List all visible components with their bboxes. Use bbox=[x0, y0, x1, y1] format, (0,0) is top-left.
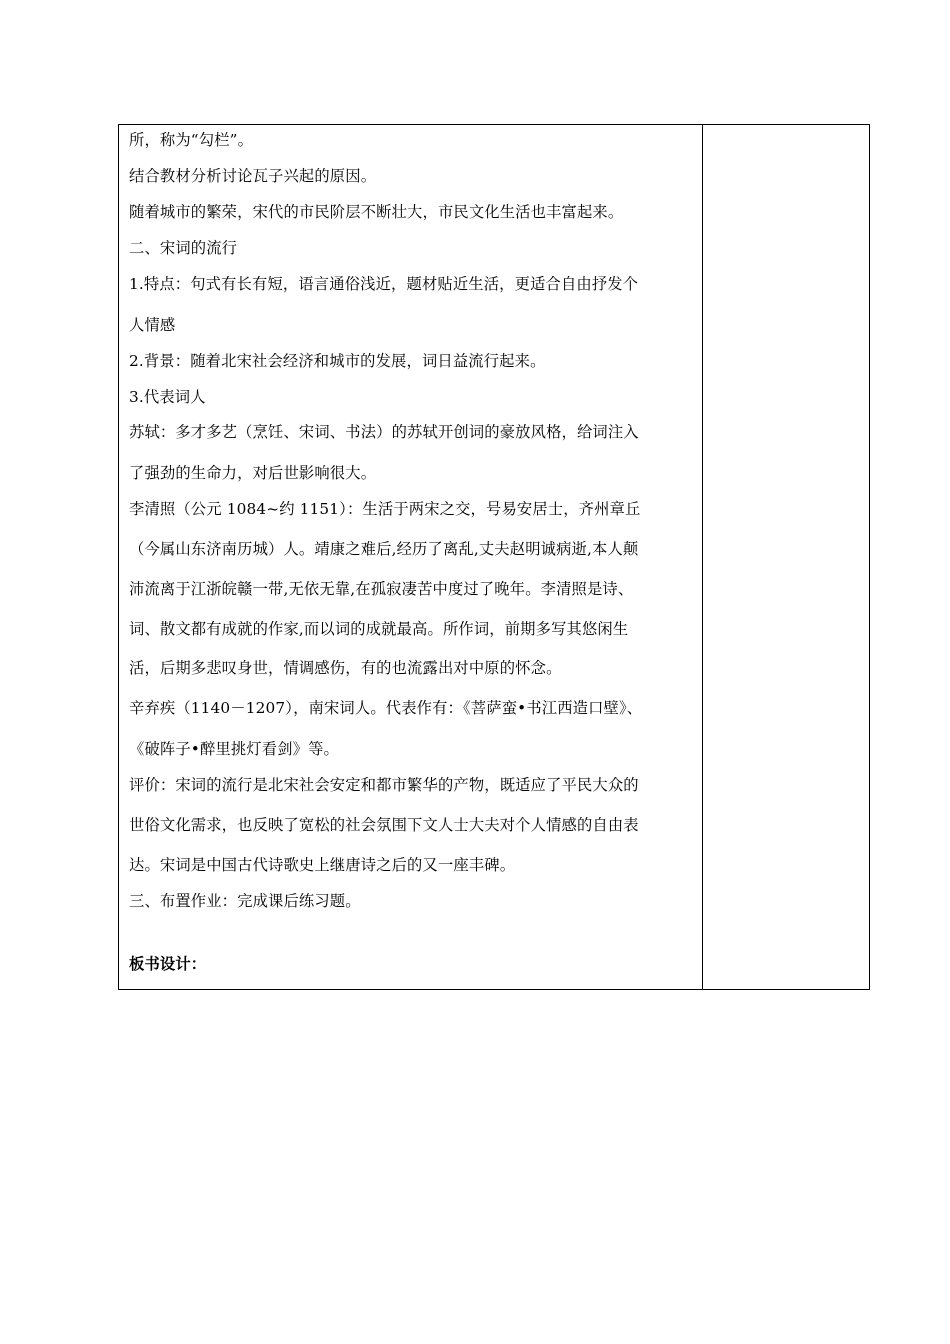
text-line: 活，后期多悲叹身世，情调感伤，有的也流露出对中原的怀念。 bbox=[129, 659, 562, 677]
text-line: 结合教材分析讨论瓦子兴起的原因。 bbox=[129, 167, 377, 185]
section-heading: 三、布置作业：完成课后练习题。 bbox=[129, 892, 361, 910]
text-line: 随着城市的繁荣，宋代的市民阶层不断壮大，市民文化生活也丰富起来。 bbox=[129, 203, 624, 221]
text-line: （今属山东济南历城）人。靖康之难后,经历了离乱,丈夫赵明诚病逝,本人颠 bbox=[129, 540, 639, 558]
text-line: 了强劲的生命力，对后世影响很大。 bbox=[129, 464, 377, 482]
text-line: 李清照（公元 1084~约 1151）：生活于两宋之交，号易安居士，齐州章丘 bbox=[129, 500, 641, 518]
text-line: 沛流离于江浙皖赣一带,无依无靠,在孤寂凄苦中度过了晚年。李清照是诗、 bbox=[129, 580, 634, 598]
text-line: 3.代表词人 bbox=[129, 388, 206, 406]
section-heading: 二、宋词的流行 bbox=[129, 239, 238, 257]
text-line: 词、散文都有成就的作家,而以词的成就最高。所作词，前期多写其悠闲生 bbox=[129, 620, 629, 638]
text-line: 苏轼：多才多艺（烹饪、宋词、书法）的苏轼开创词的豪放风格，给词注入 bbox=[129, 423, 639, 441]
notes-column-cell bbox=[703, 125, 869, 989]
text-line: 达。宋词是中国古代诗歌史上继唐诗之后的又一座丰碑。 bbox=[129, 856, 516, 874]
text-line: 2.背景：随着北宋社会经济和城市的发展，词日益流行起来。 bbox=[129, 352, 546, 370]
text-line: 1.特点：句式有长有短，语言通俗浅近，题材贴近生活，更适合自由抒发个 bbox=[129, 275, 639, 293]
text-line: 辛弃疾（1140－1207），南宋词人。代表作有：《菩萨蛮•书江西造口壁》、 bbox=[129, 699, 643, 717]
text-line: 所，称为“勾栏”。 bbox=[129, 131, 254, 149]
lesson-table bbox=[118, 124, 870, 990]
text-line: 世俗文化需求，也反映了宽松的社会氛围下文人士大夫对个人情感的自由表 bbox=[129, 816, 639, 834]
board-design-label: 板书设计： bbox=[129, 955, 207, 973]
text-line: 人情感 bbox=[129, 316, 176, 334]
text-line: 评价：宋词的流行是北宋社会安定和都市繁华的产物，既适应了平民大众的 bbox=[129, 776, 639, 794]
text-line: 《破阵子•醉里挑灯看剑》等。 bbox=[129, 740, 339, 758]
